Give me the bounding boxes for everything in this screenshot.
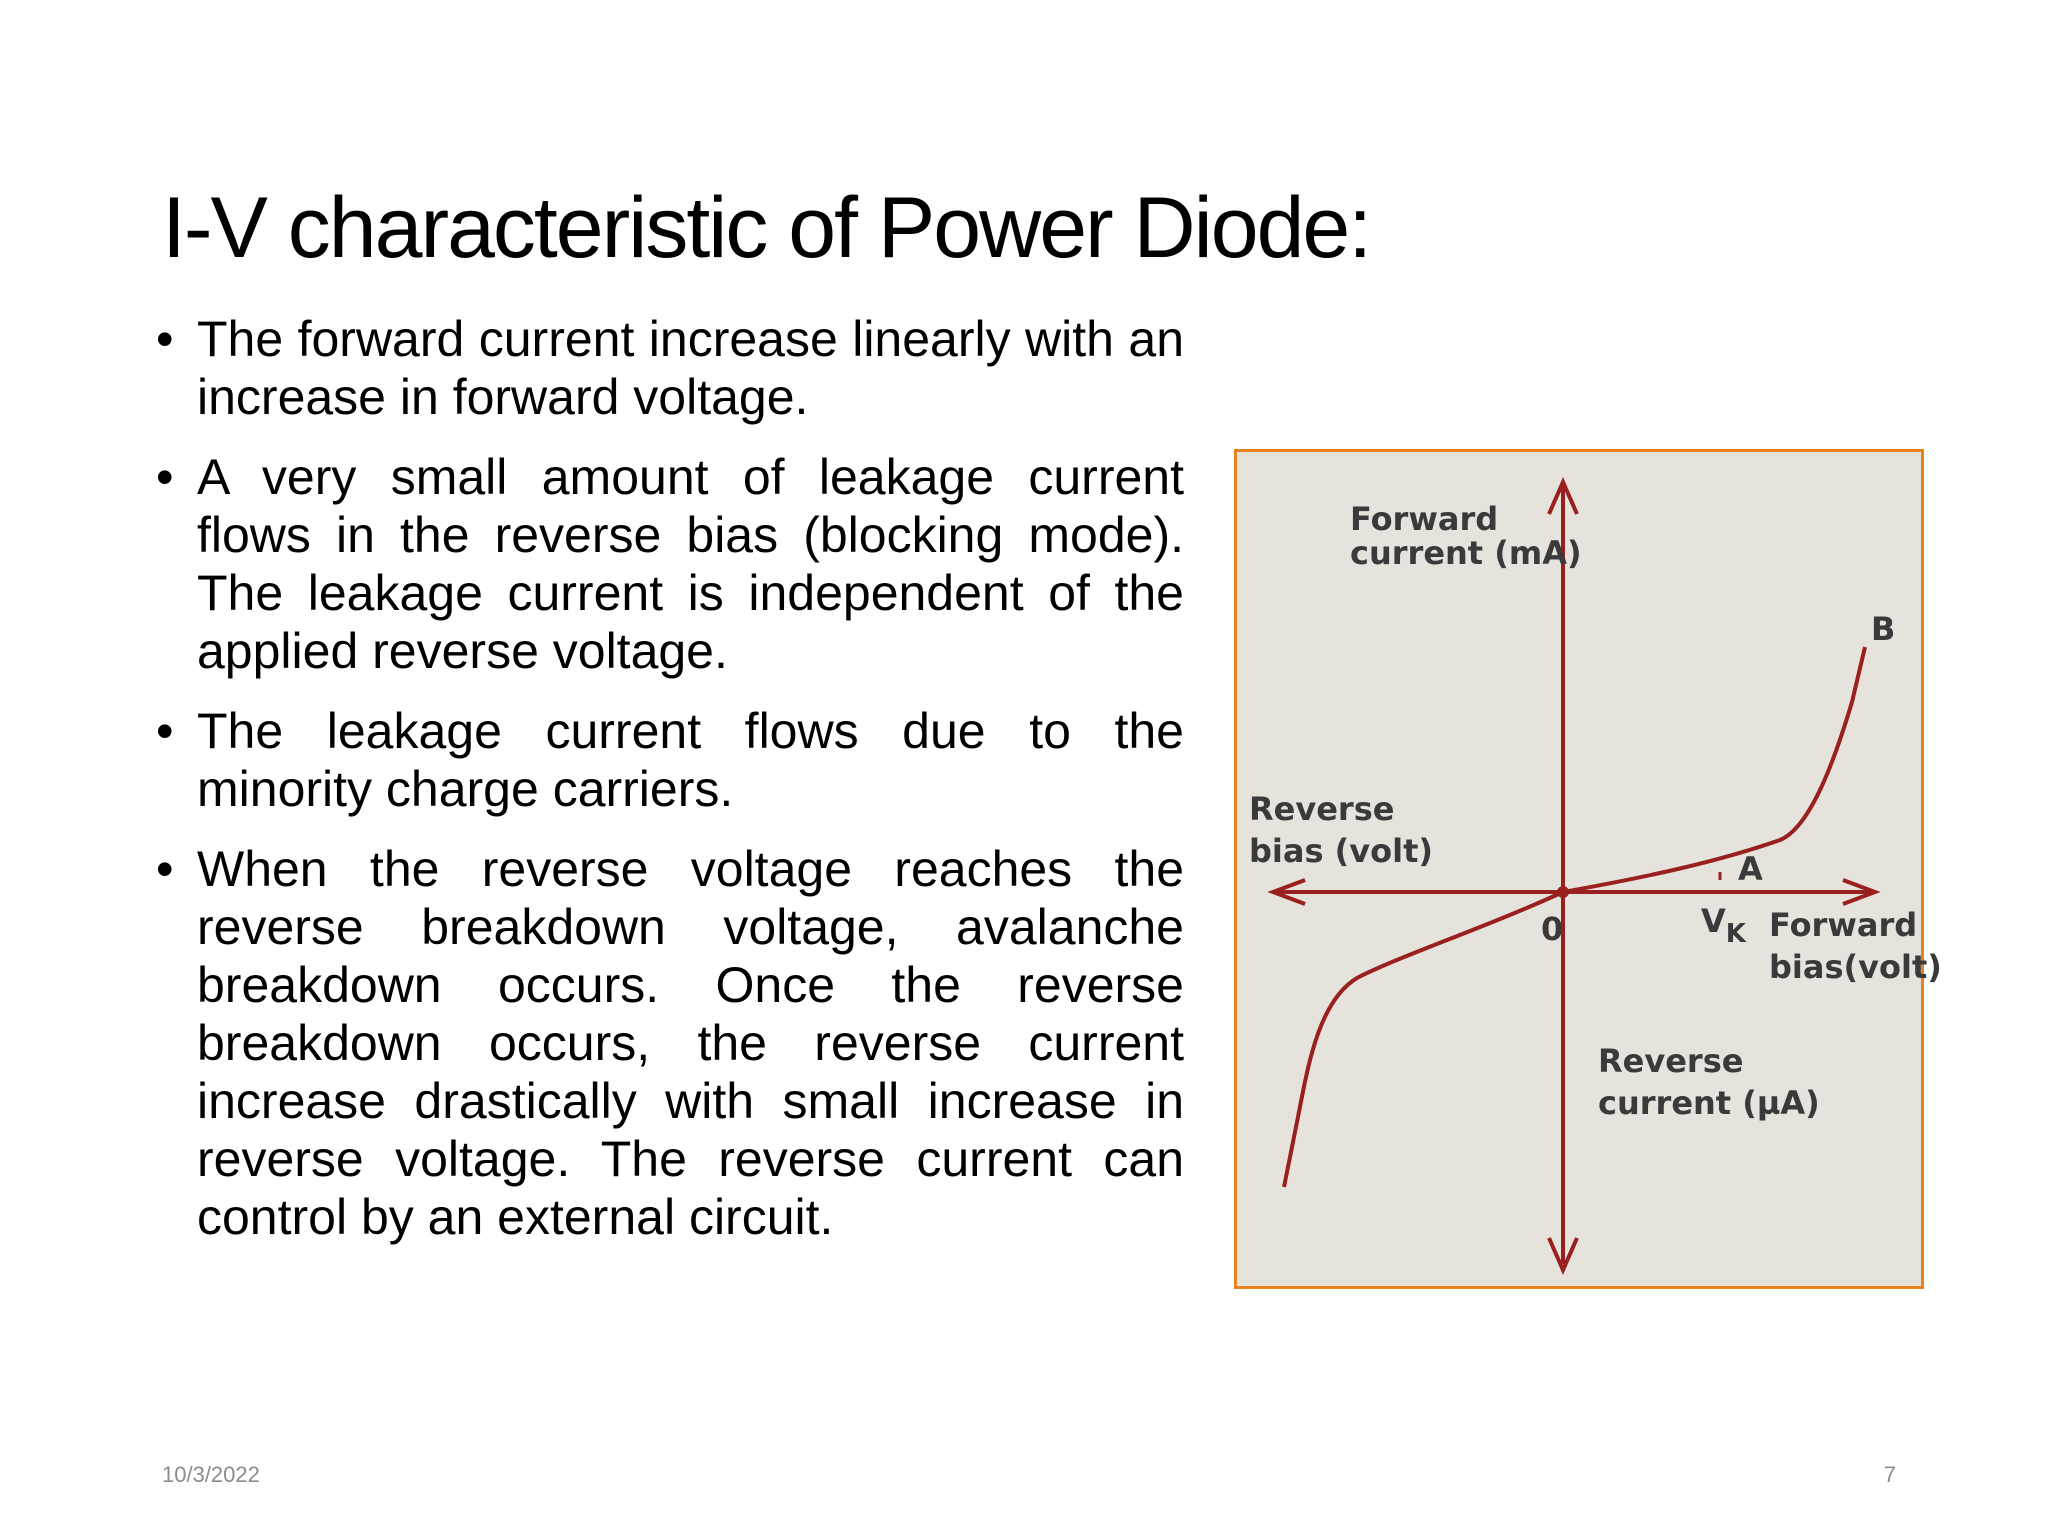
bullet-item xyxy=(150,310,1184,426)
origin-label: 0 xyxy=(1541,910,1564,948)
forward-bias-label: Forward bias(volt) xyxy=(1769,906,1942,986)
point-b-label: B xyxy=(1871,610,1896,648)
bullet-text: When the reverse voltage reaches the reverse breakdown voltage, avalanche breakdown occurs. Once the reverse breakdown occurs, the reverse current increase drastically with small increase in reverse voltage. The reverse current can control by an external circuit. xyxy=(197,841,1184,1245)
iv-characteristic-figure xyxy=(1234,449,1942,1289)
bullet-text: A very small amount of leakage current flows in the reverse bias (blocking mode). The leakage current is independent of the applied reverse voltage. xyxy=(197,449,1184,679)
point-a-label: A xyxy=(1738,850,1763,888)
forward-current-label: Forward current (mA) xyxy=(1350,500,1582,572)
reverse-current-label: Reverse current (µA) xyxy=(1598,1042,1820,1122)
bullet-dot: • xyxy=(156,311,174,367)
bullet-item xyxy=(150,840,1184,1246)
footer-date: 10/3/2022 xyxy=(162,1462,260,1487)
bullet-list xyxy=(150,310,1184,1268)
knee-voltage-label: $V_K$ xyxy=(1701,902,1746,949)
bullet-text: The leakage current flows due to the minority charge carriers. xyxy=(197,703,1184,817)
bullet-item xyxy=(150,448,1184,680)
reverse-bias-label: Reverse bias (volt) xyxy=(1249,790,1434,870)
bullet-text: The forward current increase linearly with an increase in forward voltage. xyxy=(197,311,1184,425)
iv-curve-diagram xyxy=(1237,452,1942,1286)
origin-point xyxy=(1557,886,1569,898)
slide-title: I-V characteristic of Power Diode: xyxy=(162,180,1371,276)
bullet-item xyxy=(150,702,1184,818)
bullet-dot: • xyxy=(156,841,174,897)
bullet-dot: • xyxy=(156,449,174,505)
bullet-dot: • xyxy=(156,703,174,759)
page-number: 7 xyxy=(1883,1462,1896,1487)
